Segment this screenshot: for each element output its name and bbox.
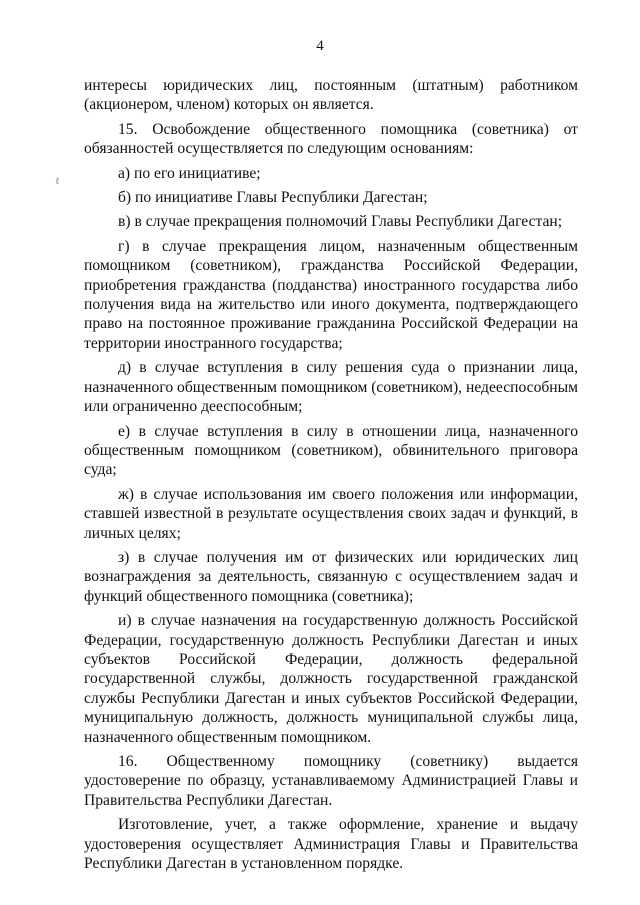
list-item-a: а) по его инициативе; xyxy=(118,164,261,182)
paragraph-continuation: интересы юридических лиц, постоянным (штатным) работником (акционером, членом) которых он является. xyxy=(84,77,578,114)
list-item-v: в) в случае прекращения полномочий Главы Республики Дагестан; xyxy=(118,213,563,231)
list-item-z: з) в случае получения им от физических или юридических лиц вознаграждения за деятельность, связанную с осуществлением задач и функций общественного помощника (советника); xyxy=(84,548,578,605)
document-body xyxy=(84,76,578,878)
paragraph-15: 15. Освобождение общественного помощника (советника) от обязанностей осуществляется по следующим основаниям: xyxy=(84,120,578,158)
paragraph-16: 16. Общественному помощнику (советнику) выдается удостоверение по образцу, устанавливаемому Администрацией Главы и Правительства Республики Дагестан. xyxy=(84,753,578,809)
list-item-d: д) в случае вступления в силу решения суда о признании лица, назначенного общественным помощником (советником), недееспособным или ограниченно дееспособным; xyxy=(84,359,578,416)
list-item-i: и) в случае назначения на государственную должность Российской Федерации, государственную должность Республики Дагестан и иных субъектов Российской Федерации, должность федеральной государственной службы, должность государственной гражданской службы Республики Дагестан и иных субъектов Российской Федерации, муниципальную должность, должность муниципальной службы лица, назначенного общественным помощником. xyxy=(84,612,578,746)
scan-mark: ℓ xyxy=(55,176,60,187)
list-item-e: е) в случае вступления в силу в отношении лица, назначенного общественным помощником (советником), обвинительного приговора суда; xyxy=(84,422,578,479)
list-item-zh: ж) в случае использования им своего положения или информации, ставшей известной в результате осуществления своих задач и функций, в личных целях; xyxy=(84,485,578,542)
list-item-b: б) по инициативе Главы Республики Дагестан; xyxy=(118,189,428,207)
page-number: 4 xyxy=(316,38,324,54)
list-item-g: г) в случае прекращения лицом, назначенным общественным помощником (советником), гражданства Российской Федерации, приобретения гражданства (подданства) иностранного государства либо получения вида на жительство или иного документа, подтверждающего право на постоянное проживание гражданина Российской Федерации на территории иностранного государства; xyxy=(84,237,578,352)
paragraph-issuance: Изготовление, учет, а также оформление, хранение и выдачу удостоверения осуществляет Администрация Главы и Правительства Республики Дагестан в установленном порядке. xyxy=(84,816,578,873)
